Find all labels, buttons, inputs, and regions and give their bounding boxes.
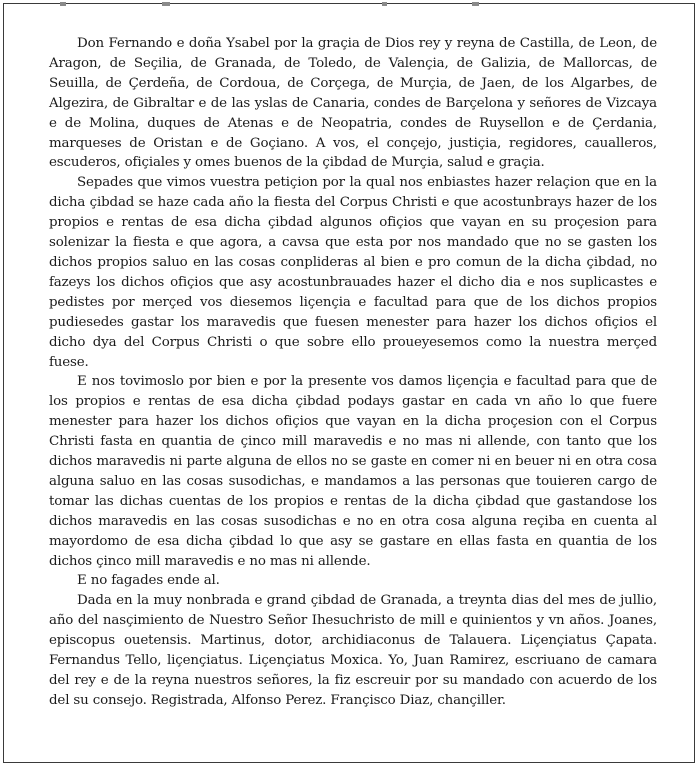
paragraph-salutation: Don Fernando e doña Ysabel por la graçia de Dios rey y reyna de Castilla, de Leon, de Aragon, de Seçilia, de Granada, de Toledo, de Valençia, de Galizia, de Mallorcas, de Seuilla, de Çerdeña, de Cordoua, de Corçega, de Murçia, de Jaen, de los Algarbes, de Algezira, de Gibraltar e de las yslas de Canaria, condes de Barçelona y señores de Vizcaya e de Molina, duques de Atenas e de Neopatria, condes de Ruysellon e de Çerdania, marqueses de Oristan e de Goçiano. A vos, el conçejo, justiçia, regidores, caualleros, escuderos, ofiçiales y omes buenos de la çibdad de Murçia, salud e graçia. xyxy=(49,36,657,171)
paragraph-closing: E no fagades ende al. xyxy=(77,573,220,589)
document-body xyxy=(49,34,657,711)
paragraph-dating-signatures: Dada en la muy nonbrada e grand çibdad de Granada, a treynta dias del mes de jullio, año del nasçimiento de Nuestro Señor Ihesuchristo de mill e quinientos y vn años. Joanes, episcopus ouetensis. Martinus, dotor, archidiaconus de Talauera. Liçençiatus Çapata. Fernandus Tello, liçençiatus. Liçençiatus Moxica. Yo, Juan Ramirez, escriuano de camara del rey e de la reyna nuestros señores, la fiz escreuir por su mandado con acuerdo de los del su consejo. Registrada, Alfonso Perez. Françisco Diaz, chançiller. xyxy=(49,593,657,708)
paragraph-license: E nos tovimoslo por bien e por la presente vos damos liçençia e facultad para que de los propios e rentas de esa dicha çibdad podays gastar en cada vn año lo que fuere menester para hazer los dichos ofiçios que vayan en la dicha proçesion con el Corpus Christi fasta en quantia de çinco mill maravedis e no mas ni allende, con tanto que los dichos maravedis ni parte alguna de ellos no se gaste en comer ni en beuer ni en otra cosa alguna saluo en las cosas susodichas, e mandamos a las personas que touieren cargo de tomar las dichas cuentas de los propios e rentas de la dicha çibdad que gastandose los dichos maravedis en las cosas susodichas e no en otra cosa alguna reçiba en cuenta al mayordomo de esa dicha çibdad lo que asy se gastare en ellas fasta en quantia de los dichos çinco mill maravedis e no mas ni allende. xyxy=(49,374,657,569)
top-edge-artifact xyxy=(52,2,694,7)
paragraph-petition: Sepades que vimos vuestra petiçion por la qual nos enbiastes hazer relaçion que en la dicha çibdad se haze cada año la fiesta del Corpus Christi e que acostunbrays hazer de los propios e rentas de esa dicha çibdad algunos ofiçios que vayan en su proçesion para solenizar la fiesta e que agora, a cavsa que esta por nos mandado que no se gasten los dichos propios saluo en las cosas conplideras al bien e pro comun de la dicha çibdad, no fazeys los dichos ofiçios que asy acostunbrauades hazer el dicho dia e nos suplicastes e pedistes por merçed vos diesemos liçençia e facultad para que de los dichos propios pudiesedes gastar los maravedis que fuesen menester para hazer los dichos ofiçios el dicho dya del Corpus Christi o que sobre ello proueyesemos como la nuestra merçed fuese. xyxy=(49,175,657,370)
